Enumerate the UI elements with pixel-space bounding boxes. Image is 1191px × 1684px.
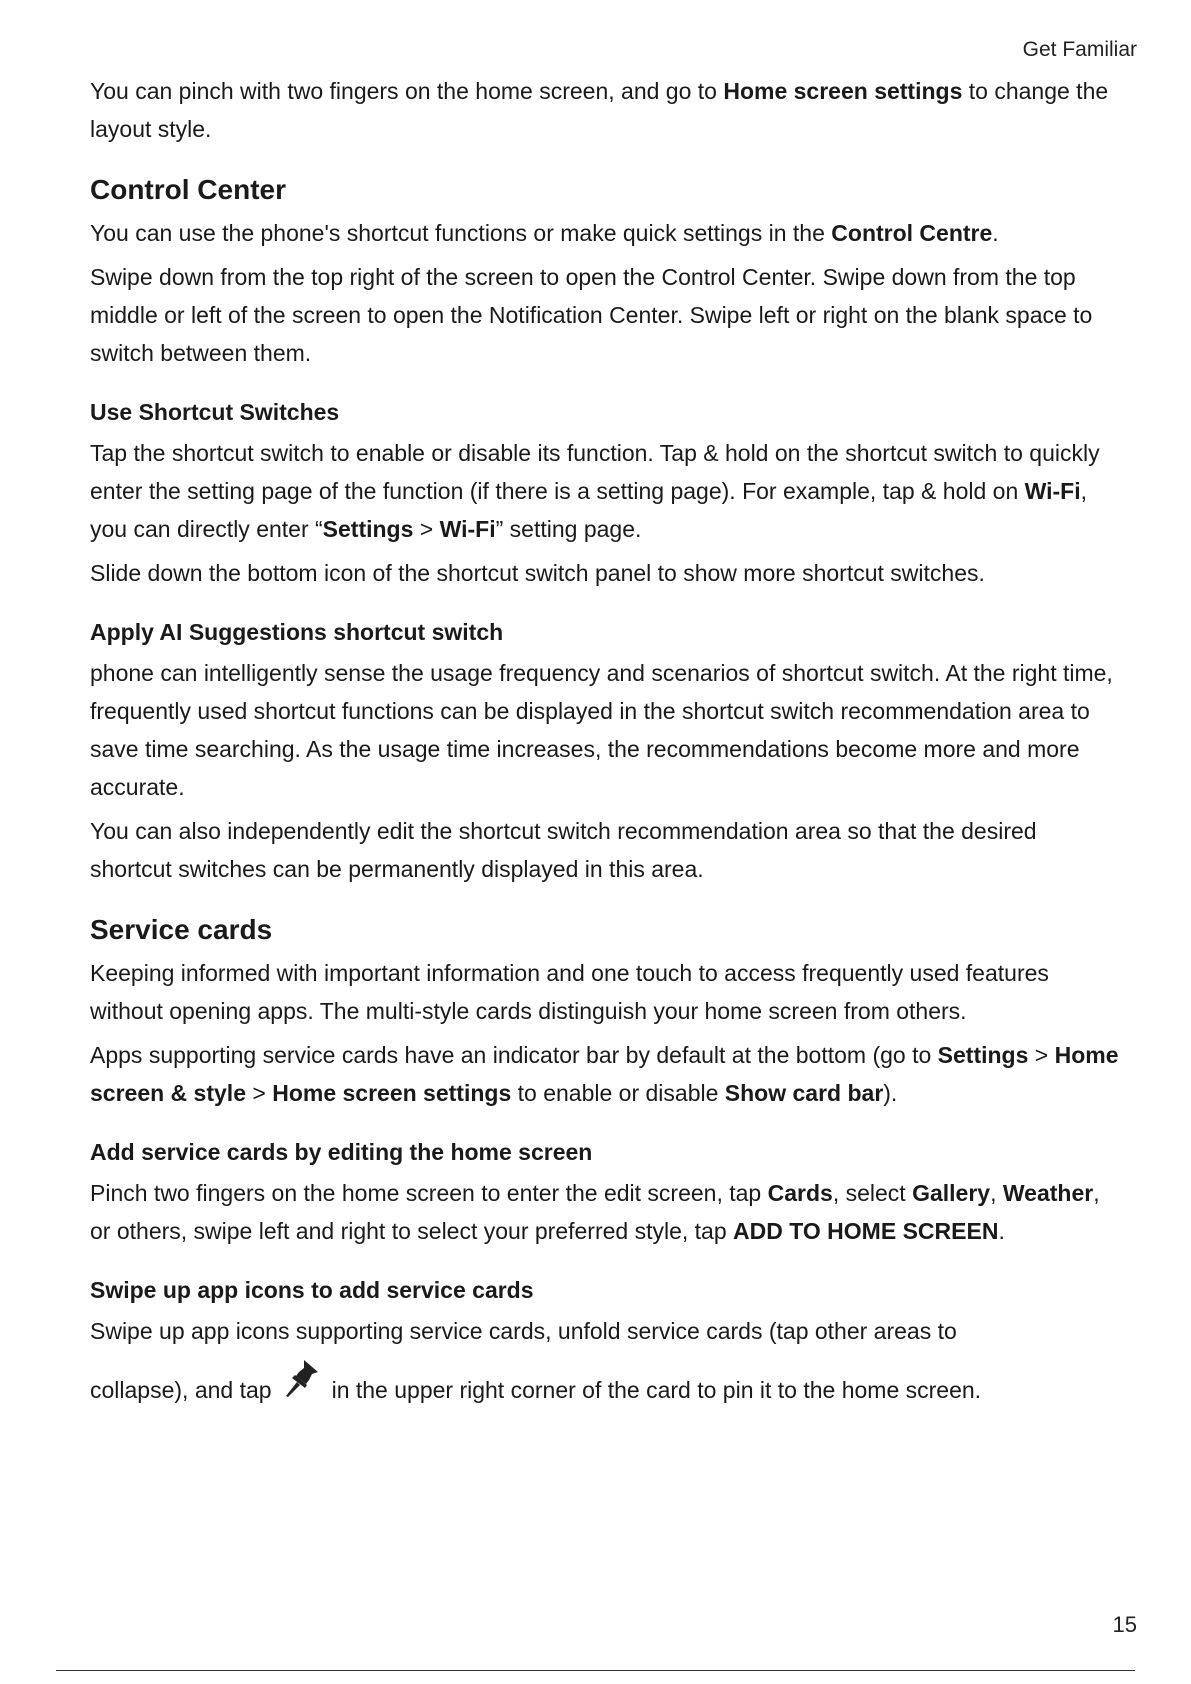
ai-suggestions-paragraph-1: phone can intelligently sense the usage frequency and scenarios of shortcut switch. At the right time, frequently used shortcut functions can be displayed in the shortcut switch recommendation area to save time searching. As the usage time increases, the recommendations become more and more accurate. bbox=[90, 660, 1113, 800]
section-title-service-cards: Service cards bbox=[90, 914, 273, 945]
ai-suggestions-paragraph-2: You can also independently edit the shortcut switch recommendation area so that the desired shortcut switches can be permanently displayed in this area. bbox=[90, 818, 1037, 882]
page-content bbox=[90, 72, 1120, 1419]
subsection-title-ai-suggestions: Apply AI Suggestions shortcut switch bbox=[90, 619, 504, 645]
swipe-up-paragraph-line-1: Swipe up app icons supporting service cards, unfold service cards (tap other areas to bbox=[90, 1318, 957, 1344]
page-number: 15 bbox=[1112, 1612, 1137, 1637]
footer-divider bbox=[56, 1670, 1135, 1671]
intro-paragraph: You can pinch with two fingers on the home screen, and go to Home screen settings to change the layout style. bbox=[90, 78, 1109, 142]
service-cards-paragraph-2: Apps supporting service cards have an indicator bar by default at the bottom (go to Settings > Home screen & style > Home screen settings to enable or disable Show card bar). bbox=[90, 1042, 1119, 1106]
service-cards-paragraph-1: Keeping informed with important information and one touch to access frequently used features without opening apps. The multi-style cards distinguish your home screen from others. bbox=[90, 960, 1049, 1024]
control-center-paragraph-1: You can use the phone's shortcut functions or make quick settings in the Control Centre. bbox=[90, 220, 999, 246]
subsection-title-swipe-up: Swipe up app icons to add service cards bbox=[90, 1277, 534, 1303]
shortcut-switches-paragraph-1: Tap the shortcut switch to enable or disable its function. Tap & hold on the shortcut switch to quickly enter the setting page of the function (if there is a setting page). For example, tap & hold on Wi-Fi, you can directly enter “Settings > Wi-Fi” setting page. bbox=[90, 440, 1100, 542]
swipe-up-paragraph-line-2: collapse), and tap in the upper right corner of the card to pin it to the home screen. bbox=[90, 1358, 1120, 1413]
subsection-title-add-by-editing: Add service cards by editing the home screen bbox=[90, 1139, 593, 1165]
control-center-paragraph-2: Swipe down from the top right of the screen to open the Control Center. Swipe down from the top middle or left of the screen to open the Notification Center. Swipe left or right on the blank space to switch between them. bbox=[90, 264, 1093, 366]
subsection-title-shortcut-switches: Use Shortcut Switches bbox=[90, 399, 340, 425]
section-title-control-center: Control Center bbox=[90, 174, 286, 205]
shortcut-switches-paragraph-2: Slide down the bottom icon of the shortcut switch panel to show more shortcut switches. bbox=[90, 560, 985, 586]
running-header: Get Familiar bbox=[1022, 38, 1137, 61]
pin-icon bbox=[282, 1358, 320, 1402]
add-by-editing-paragraph: Pinch two fingers on the home screen to enter the edit screen, tap Cards, select Gallery, Weather, or others, swipe left and right to select your preferred style, tap ADD TO HOME SCREEN. bbox=[90, 1180, 1100, 1244]
